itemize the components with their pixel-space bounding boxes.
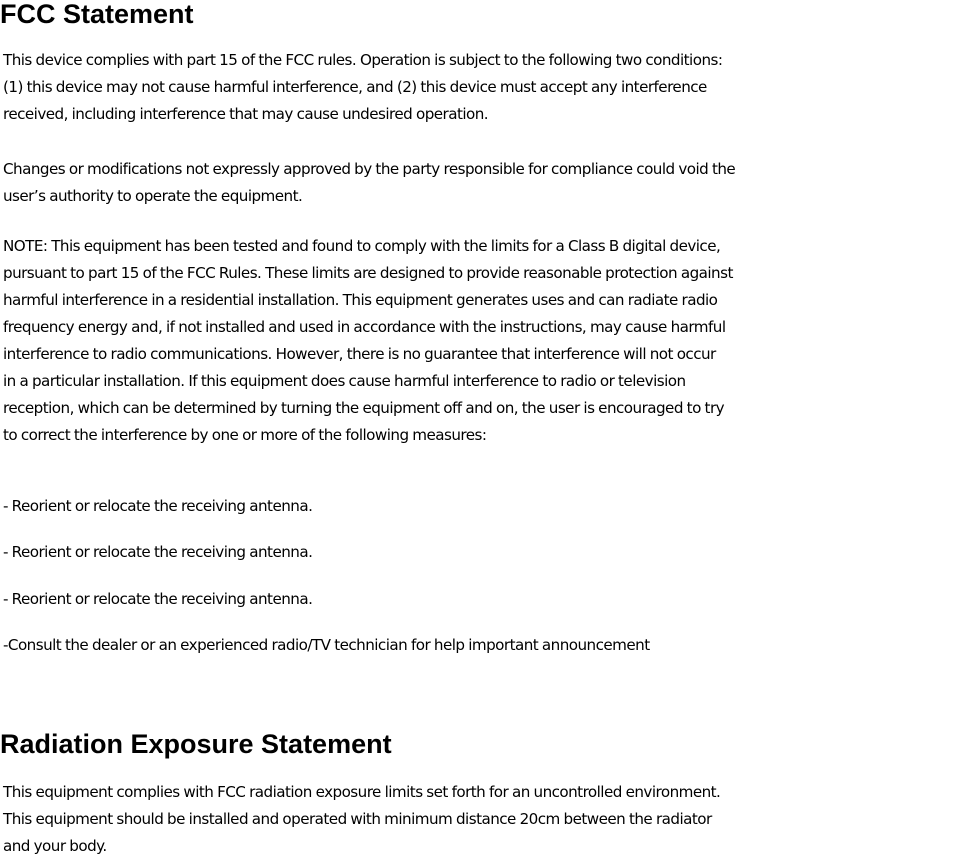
text-line: Changes or modifications not expressly approved by the party responsible for compliance could void the: [3, 160, 736, 178]
text-line: and your body.: [3, 837, 107, 855]
text-line: frequency energy and, if not installed and used in accordance with the instructions, may cause harmful: [3, 318, 726, 336]
fcc-compliance-paragraph: [3, 47, 969, 128]
text-line: pursuant to part 15 of the FCC Rules. These limits are designed to provide reasonable protection against: [3, 264, 733, 282]
text-line: This equipment should be installed and operated with minimum distance 20cm between the radiator: [3, 810, 712, 828]
text-line: - Reorient or relocate the receiving antenna.: [3, 590, 313, 608]
text-line: This device complies with part 15 of the FCC rules. Operation is subject to the following two conditions:: [3, 51, 723, 69]
text-line: to correct the interference by one or more of the following measures:: [3, 426, 487, 444]
text-line: This equipment complies with FCC radiation exposure limits set forth for an uncontrolled environment.: [3, 783, 721, 801]
text-line: reception, which can be determined by turning the equipment off and on, the user is encouraged to try: [3, 399, 725, 417]
text-line: - Reorient or relocate the receiving antenna.: [3, 497, 313, 515]
text-line: -Consult the dealer or an experienced radio/TV technician for help important announcement: [3, 636, 650, 654]
text-line: in a particular installation. If this equipment does cause harmful interference to radio or television: [3, 372, 686, 390]
radiation-exposure-heading: Radiation Exposure Statement: [0, 729, 392, 759]
modifications-paragraph: [3, 156, 969, 210]
text-line: - Reorient or relocate the receiving antenna.: [3, 543, 313, 561]
text-line: NOTE: This equipment has been tested and found to comply with the limits for a Class B digital device,: [3, 237, 721, 255]
text-line: user’s authority to operate the equipment.: [3, 187, 303, 205]
text-line: (1) this device may not cause harmful interference, and (2) this device must accept any interference: [3, 78, 707, 96]
measure-item: [3, 632, 969, 659]
text-line: interference to radio communications. However, there is no guarantee that interference will not occur: [3, 345, 716, 363]
radiation-paragraph: [3, 779, 969, 860]
measure-item: [3, 539, 969, 566]
note-paragraph: [3, 233, 969, 449]
text-line: harmful interference in a residential installation. This equipment generates uses and can radiate radio: [3, 291, 718, 309]
measure-item: [3, 586, 969, 613]
fcc-statement-heading: FCC Statement: [0, 0, 194, 29]
measure-item: [3, 493, 969, 520]
text-line: received, including interference that may cause undesired operation.: [3, 105, 489, 123]
